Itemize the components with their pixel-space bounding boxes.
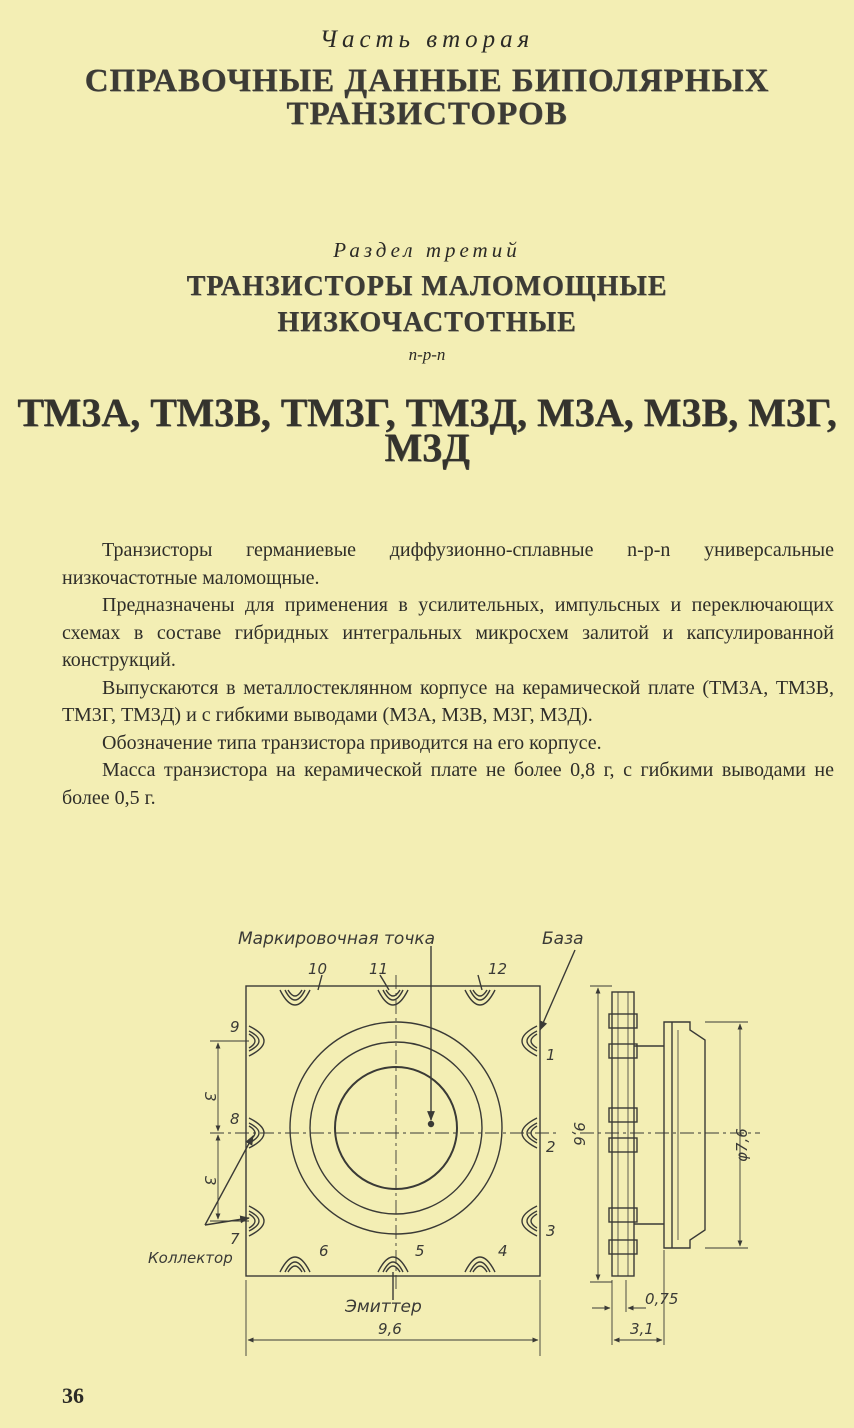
dim-pitch-upper: 3 — [201, 1092, 219, 1102]
pin-1: 1 — [546, 1046, 556, 1064]
right-pads — [522, 1026, 537, 1236]
pin-5: 5 — [415, 1242, 425, 1260]
models-line2: М3Д — [384, 425, 470, 470]
pin-4: 4 — [498, 1242, 508, 1260]
label-emitter: Эмиттер — [345, 1297, 422, 1317]
part-title-line2: ТРАНЗИСТОРОВ — [286, 96, 568, 132]
pin-3: 3 — [546, 1222, 556, 1240]
paragraph-1: Транзисторы германиевые диффузионно-сплавные n-p-n универсальные низкочастотные маломощные. — [62, 539, 834, 589]
pin-10: 10 — [308, 960, 328, 978]
models-line1: ТМ3А, ТМ3В, ТМ3Г, ТМ3Д, М3А, М3В, М3Г, — [17, 390, 837, 435]
dim-pitch-lower: 3 — [201, 1176, 219, 1186]
dim-thickness: 3,1 — [630, 1320, 654, 1338]
section-title-line1: ТРАНЗИСТОРЫ МАЛОМОЩНЫЕ — [186, 271, 668, 302]
part-label: Часть вторая — [319, 26, 535, 53]
paragraph-4: Обозначение типа транзистора приводится на его корпусе. — [102, 731, 602, 754]
marking-dot — [429, 1122, 434, 1127]
pin-6: 6 — [319, 1242, 329, 1260]
paragraph-5: Масса транзистора на керамической плате не более 0,8 г, с гибкими выводами не более 0,5 г. — [62, 759, 834, 809]
label-base: База — [542, 929, 584, 949]
paragraph-3: Выпускаются в металлостеклянном корпусе на керамической плате (ТМ3А, ТМ3В, ТМ3Г, ТМ3Д) и с гибкими выводами (М3А, М3В, М3Г, М3Д). — [62, 676, 834, 726]
pin-2: 2 — [546, 1138, 556, 1156]
dim-diameter: φ7,6 — [733, 1128, 751, 1162]
pin-7: 7 — [230, 1230, 240, 1248]
page-number: 36 — [62, 1383, 84, 1408]
label-collector: Коллектор — [148, 1249, 233, 1267]
dim-height: 9,6 — [570, 1122, 588, 1146]
label-marking-dot: Маркировочная точка — [238, 929, 436, 949]
paragraph-2: Предназначены для применения в усилительных, импульсных и переключающих схемах в составе гибридных интегральных микросхем залитой и капсулированной конструкций. — [62, 594, 834, 671]
section-label: Раздел третий — [333, 238, 521, 262]
transistor-type: n-p-n — [408, 345, 446, 364]
part-title-line1: СПРАВОЧНЫЕ ДАННЫЕ БИПОЛЯРНЫХ — [84, 63, 770, 99]
top-pads — [280, 990, 495, 1005]
pin-11: 11 — [369, 960, 389, 978]
pin-8: 8 — [230, 1110, 240, 1128]
left-pads — [249, 1026, 264, 1236]
section-title-line2: НИЗКОЧАСТОТНЫЕ — [277, 307, 577, 338]
dim-width: 9,6 — [378, 1320, 402, 1338]
dim-lead: 0,75 — [645, 1290, 679, 1308]
pin-12: 12 — [488, 960, 508, 978]
pin-9: 9 — [230, 1018, 240, 1036]
bottom-pads — [280, 1257, 495, 1272]
